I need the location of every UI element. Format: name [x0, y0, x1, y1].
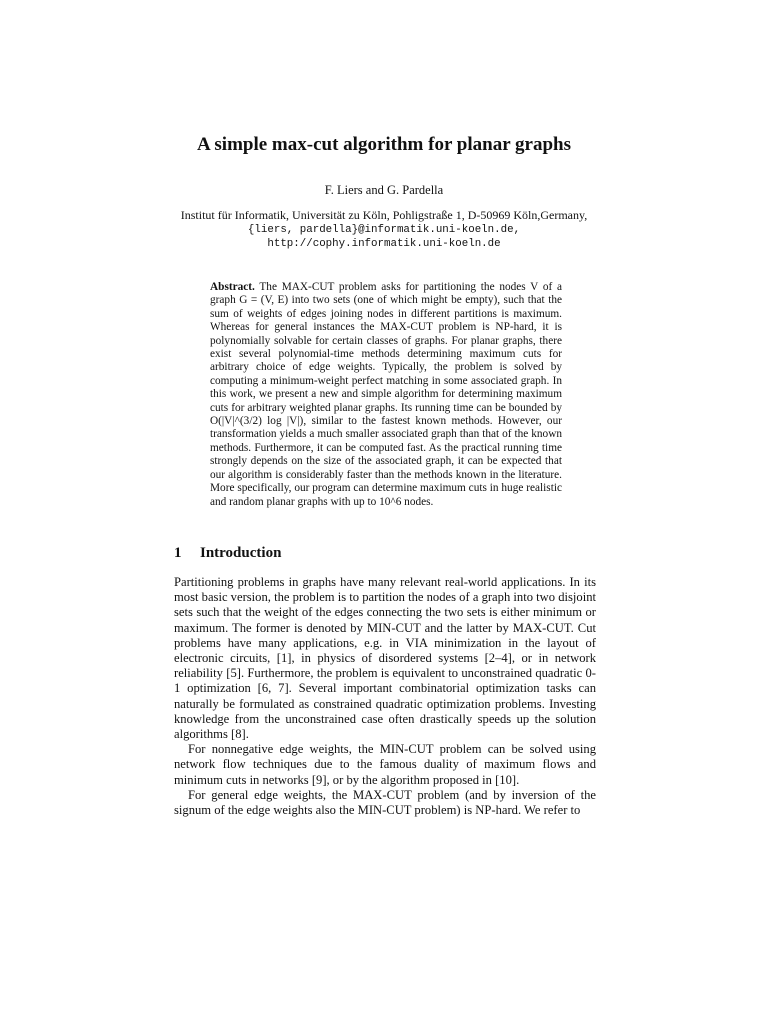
abstract [210, 281, 562, 509]
section-number: 1 [174, 545, 182, 561]
affiliation [0, 208, 768, 252]
section-title: Introduction [200, 545, 282, 561]
authors: F. Liers and G. Pardella [324, 183, 444, 197]
paper-title: A simple max-cut algorithm for planar graphs [196, 134, 572, 155]
homepage-url: http://cophy.informatik.uni-koeln.de [267, 238, 501, 250]
body-text [174, 575, 596, 818]
paragraph: Partitioning problems in graphs have many relevant real-world applications. In its most basic version, the problem is to partition the nodes of a graph into two disjoint sets such that the weight of the edges connecting the two sets is either minimum or maximum. The former is denoted by MIN-CUT and the latter by MAX-CUT. Cut problems have many applications, e.g. in VIA minimization in the layout of electronic circuits, [1], in physics of disordered systems [2–4], or in network reliability [5]. Furthermore, the problem is equivalent to unconstrained quadratic 0-1 optimization [6, 7]. Several important combinatorial optimization tasks can naturally be formulated as constrained quadratic optimization problems. Investing knowledge from the unconstrained case often drastically speeds up the solution algorithms [8]. [174, 575, 596, 742]
abstract-text: The MAX-CUT problem asks for partitioning the nodes V of a graph G = (V, E) into two sets (one of which might be empty), such that the sum of weights of edges joining nodes in different partitions is maximum. Whereas for general instances the MAX-CUT problem is NP-hard, it is polynomially solvable for certain classes of graphs. For planar graphs, there exist several polynomial-time methods determining maximum cuts for arbitrary choice of edge weights. Typically, the problem is solved by computing a minimum-weight perfect matching in some associated graph. In this work, we present a new and simple algorithm for determining maximum cuts for arbitrary weighted planar graphs. Its running time can be bounded by O(|V|^(3/2) log |V|), similar to the fastest known methods. However, our transformation yields a much smaller associated graph than that of the known methods. Furthermore, it can be computed fast. As the practical running time strongly depends on the size of the associated graph, it can be expected that our algorithm is considerably faster than the methods known in the literature. More specifically, our program can determine maximum cuts in huge realistic and random planar graphs with up to 10^6 nodes. [210, 281, 563, 508]
abstract-label: Abstract. [210, 281, 255, 293]
affiliation-line: Institut für Informatik, Universität zu Köln, Pohligstraße 1, D-50969 Köln,Germany, [180, 208, 588, 222]
paragraph: For nonnegative edge weights, the MIN-CUT problem can be solved using network flow techniques due to the famous duality of maximum flows and minimum cuts in networks [9], or by the algorithm proposed in [10]. [174, 742, 596, 787]
paragraph: For general edge weights, the MAX-CUT problem (and by inversion of the signum of the edge weights also the MIN-CUT problem) is NP-hard. We refer to [174, 787, 596, 818]
section-heading [174, 545, 281, 562]
email-address: {liers, pardella}@informatik.uni-koeln.de, [247, 223, 521, 236]
